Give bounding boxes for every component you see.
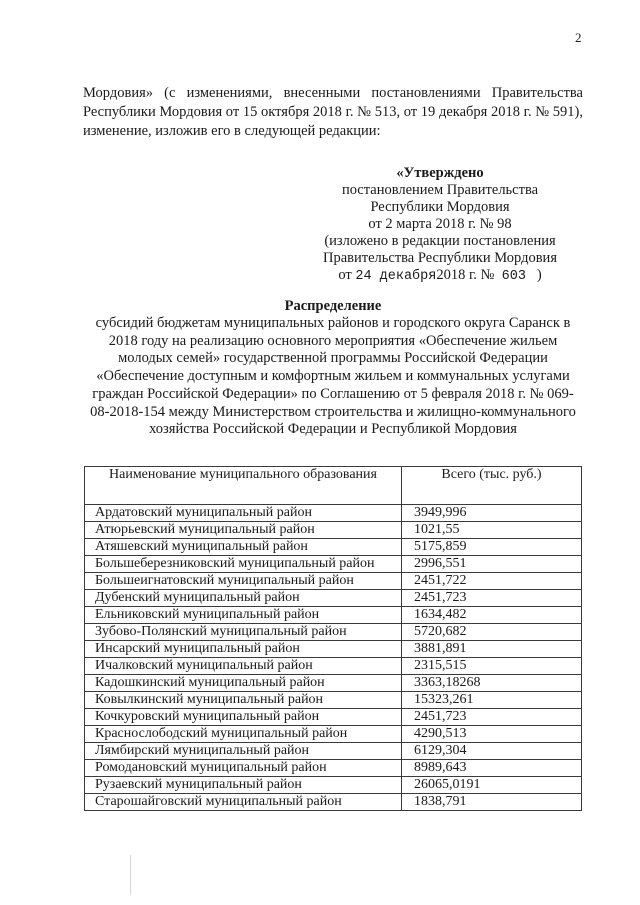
row-name: Большеигнатовский муниципальный район [85, 573, 402, 590]
table-row [85, 743, 582, 760]
approval-date-value: 24 декабря [355, 269, 437, 284]
row-total: 6129,304 [402, 743, 582, 760]
approval-closing: ) [536, 267, 542, 283]
table-row [85, 641, 582, 658]
row-total: 4290,513 [402, 726, 582, 743]
row-total: 3949,996 [402, 505, 582, 522]
table-row [85, 556, 582, 573]
header-total: Всего (тыс. руб.) [402, 467, 582, 505]
row-name: Старошайговский муниципальный район [85, 794, 402, 811]
table-row [85, 794, 582, 811]
approval-line-3: от 2 марта 2018 г. № 98 [368, 216, 512, 232]
row-total: 3363,18268 [402, 675, 582, 692]
row-total: 5175,859 [402, 539, 582, 556]
table-row [85, 760, 582, 777]
approval-line-2: Республики Мордовия [370, 199, 510, 215]
table-row [85, 590, 582, 607]
row-name: Большеберезниковский муниципальный район [85, 556, 402, 573]
row-total: 1634,482 [402, 607, 582, 624]
row-total: 2996,551 [402, 556, 582, 573]
row-name: Зубово-Полянский муниципальный район [85, 624, 402, 641]
row-total: 26065,0191 [402, 777, 582, 794]
approval-date-prefix: от [338, 267, 352, 283]
approval-year-text: 2018 г. № [436, 267, 495, 283]
table-row [85, 573, 582, 590]
row-name: Атюрьевский муниципальный район [85, 522, 402, 539]
row-name: Ковылкинский муниципальный район [85, 692, 402, 709]
approval-line-4: (изложено в редакции постановления [324, 233, 556, 249]
approval-block [300, 165, 580, 285]
row-total: 8989,643 [402, 760, 582, 777]
table-row [85, 505, 582, 522]
table-row [85, 539, 582, 556]
row-name: Ардатовский муниципальный район [85, 505, 402, 522]
row-name: Атяшевский муниципальный район [85, 539, 402, 556]
row-total: 2451,723 [402, 709, 582, 726]
row-name: Кочкуровский муниципальный район [85, 709, 402, 726]
row-name: Рузаевский муниципальный район [85, 777, 402, 794]
row-name: Лямбирский муниципальный район [85, 743, 402, 760]
table-row [85, 777, 582, 794]
intro-paragraph: Мордовия» (с изменениями, внесенными постановлениями Правительства Республики Мордовия от 15 октября 2018 г. № 513, от 19 декабря 2018 г. № 591), изменение, изложив его в следующей редакции: [83, 85, 583, 139]
subsidies-table [84, 466, 582, 811]
row-total: 2315,515 [402, 658, 582, 675]
approval-heading: «Утверждено [396, 165, 484, 181]
approval-number-value: 603 [501, 269, 526, 284]
table-row [85, 658, 582, 675]
row-name: Дубенский муниципальный район [85, 590, 402, 607]
distribution-subtitle: субсидий бюджетам муниципальных районов и городского округа Саранск в 2018 году на реализацию основного мероприятия «Обеспечение жильем молодых семей» государственной программы Российской Федерации «Обеспечение доступным и комфортным жильем и коммунальных услугами граждан Российской Федерации» по Соглашению от 5 февраля 2018 г. № 069-08-2018-154 между Министерством строительства и жилищно-коммунального хозяйства Российской Федерации и Республикой Мордовия [90, 315, 576, 438]
row-name: Краснослободский муниципальный район [85, 726, 402, 743]
approval-line-5: Правительства Республики Мордовия [323, 250, 557, 266]
distribution-title: Распределение [284, 298, 382, 314]
table-header-row [85, 467, 582, 505]
table-row [85, 709, 582, 726]
row-name: Кадошкинский муниципальный район [85, 675, 402, 692]
row-total: 3881,891 [402, 641, 582, 658]
row-name: Ромодановский муниципальный район [85, 760, 402, 777]
row-total: 5720,682 [402, 624, 582, 641]
row-total: 2451,723 [402, 590, 582, 607]
table-row [85, 607, 582, 624]
table-row [85, 726, 582, 743]
table-row [85, 522, 582, 539]
table-row [85, 675, 582, 692]
approval-line-6 [300, 267, 580, 285]
row-total: 1838,791 [402, 794, 582, 811]
scan-edge-mark [130, 855, 131, 895]
row-total: 1021,55 [402, 522, 582, 539]
row-name: Инсарский муниципальный район [85, 641, 402, 658]
row-total: 15323,261 [402, 692, 582, 709]
table-row [85, 624, 582, 641]
page-number: 2 [575, 30, 582, 45]
row-name: Ельниковский муниципальный район [85, 607, 402, 624]
row-total: 2451,722 [402, 573, 582, 590]
header-name: Наименование муниципального образования [85, 467, 402, 505]
approval-line-1: постановлением Правительства [341, 182, 539, 198]
table-row [85, 692, 582, 709]
row-name: Ичалковский муниципальный район [85, 658, 402, 675]
